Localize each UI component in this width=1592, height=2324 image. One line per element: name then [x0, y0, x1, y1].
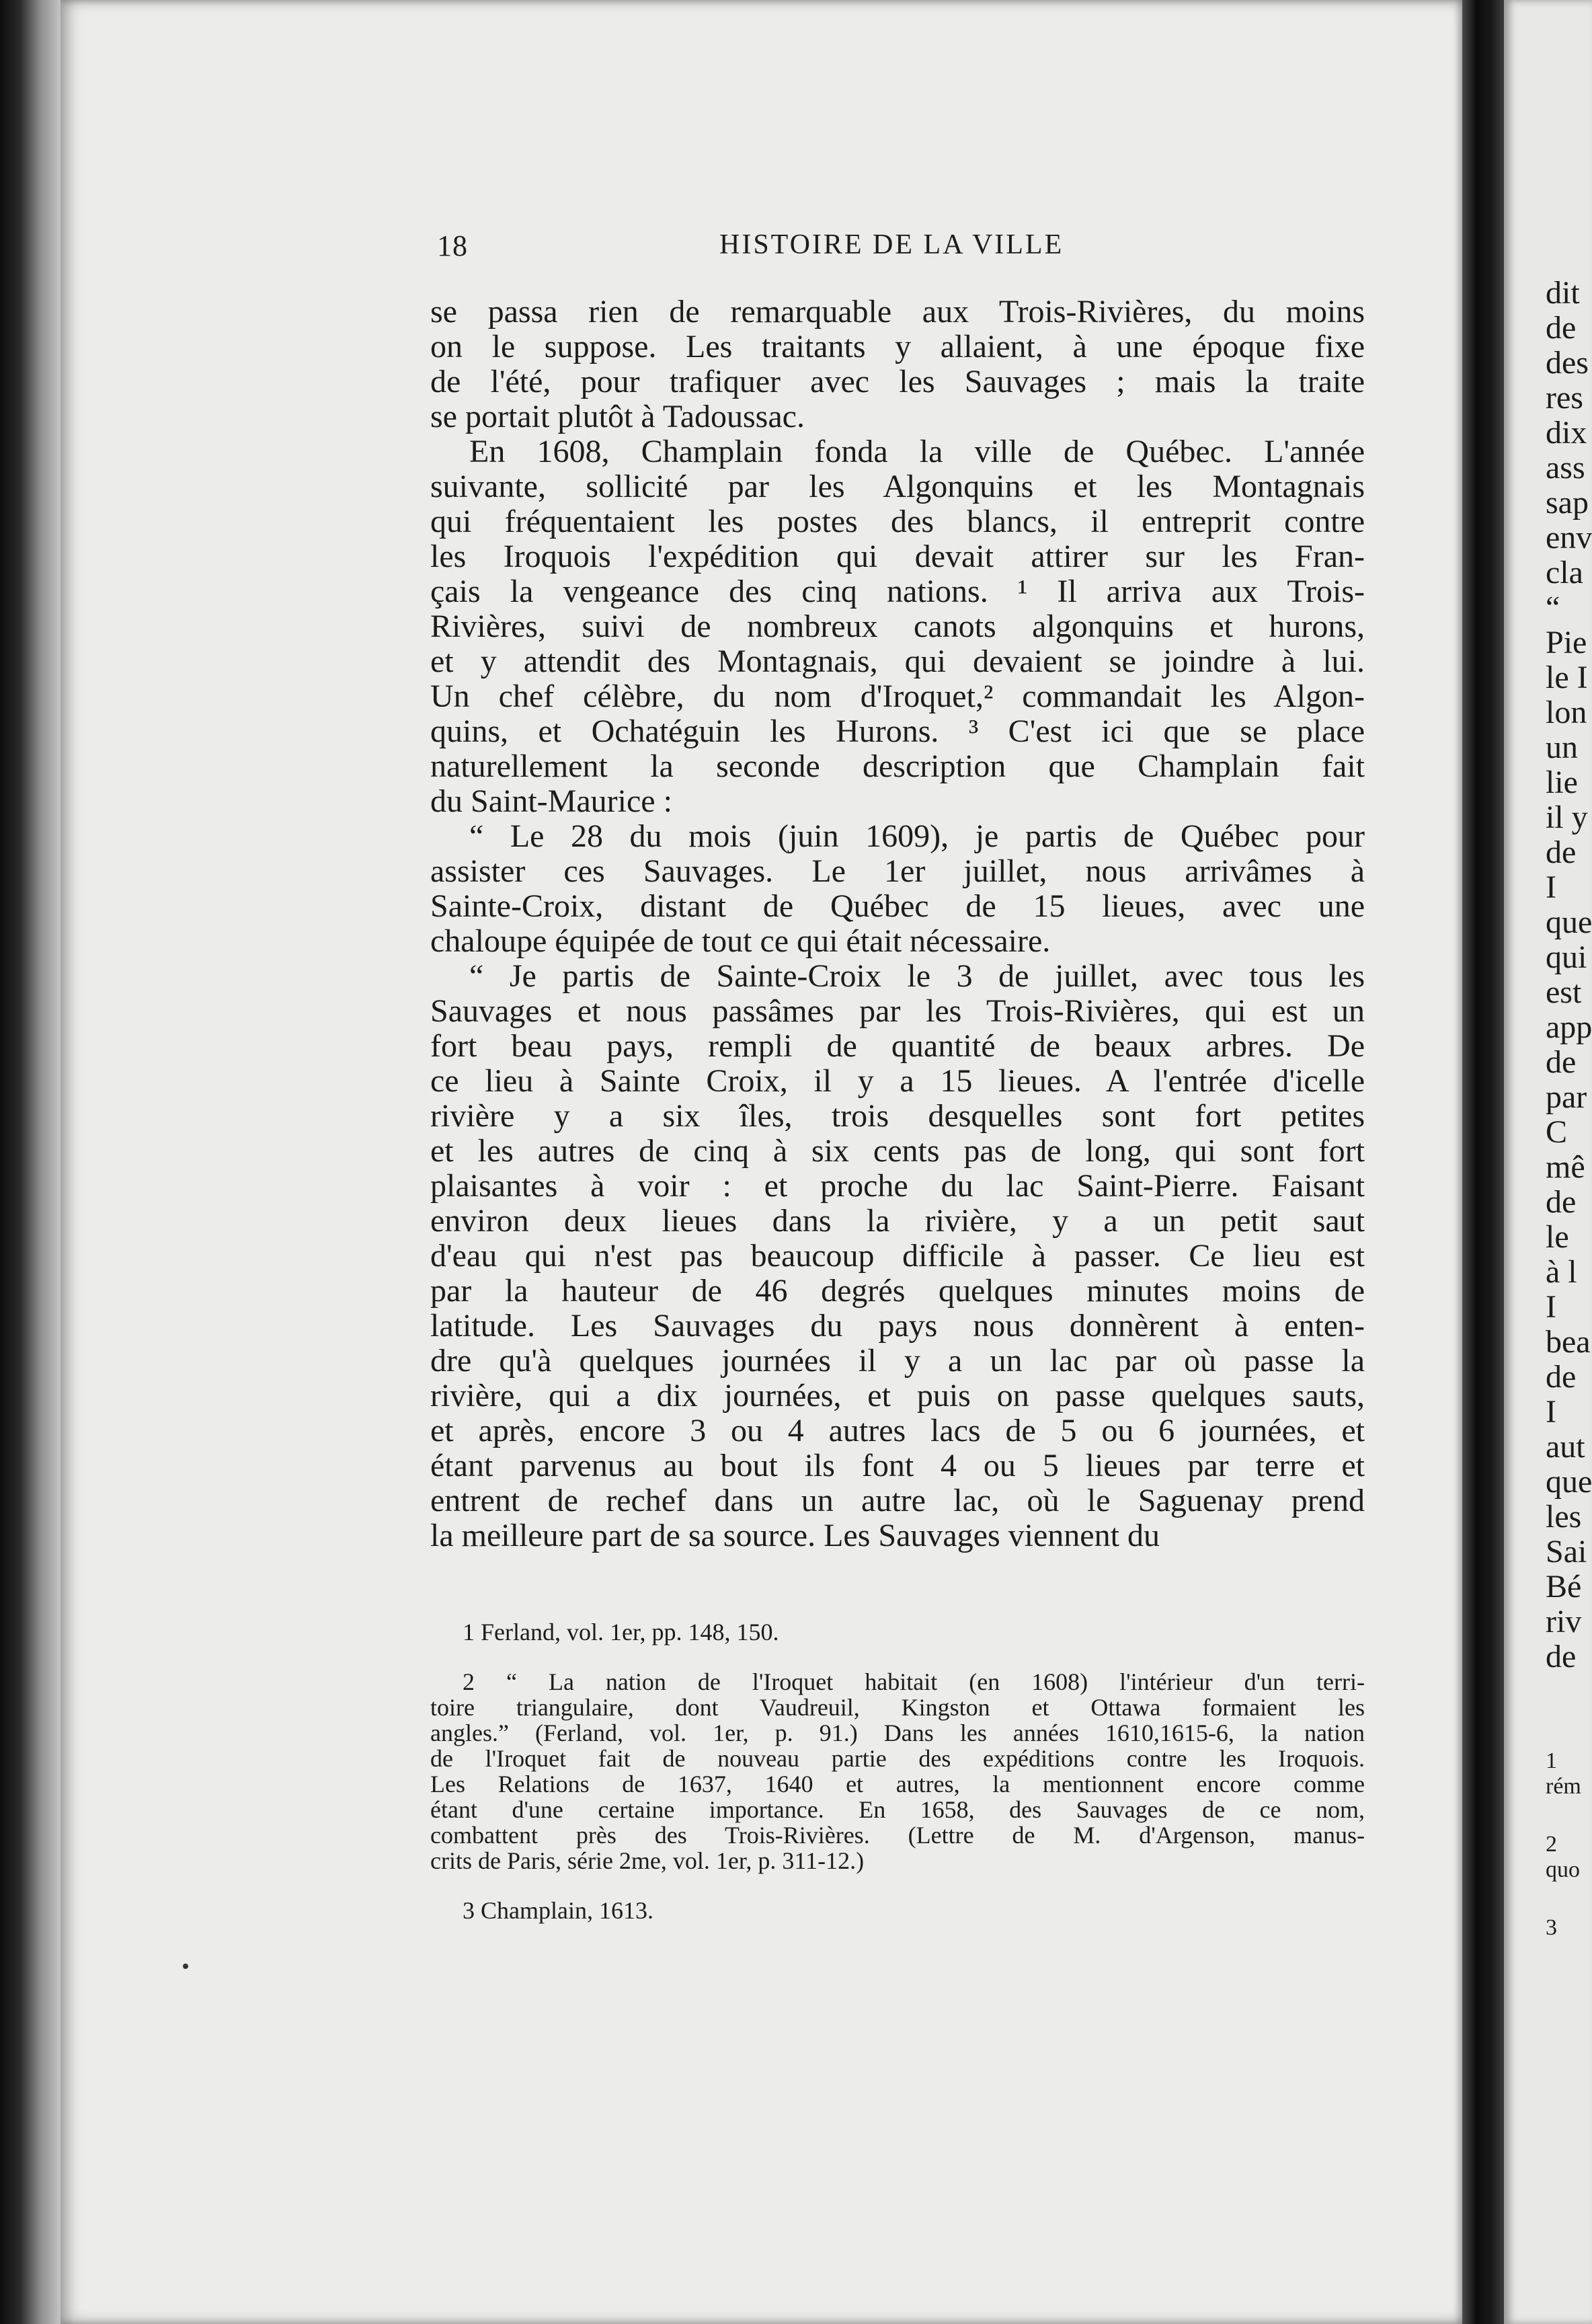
next-page-line: I — [1546, 869, 1556, 905]
next-page-line: de — [1546, 310, 1577, 346]
page-number: 18 — [437, 229, 468, 262]
next-page-line: ass — [1546, 450, 1585, 486]
next-page-line: bea — [1546, 1324, 1591, 1360]
footnote-1: 1 Ferland, vol. 1er, pp. 148, 150. — [463, 1619, 779, 1645]
footnote-2-line: angles.” (Ferland, vol. 1er, p. 91.) Dans les années 1610,1615-6, la nation — [430, 1719, 1365, 1746]
text-line: assister ces Sauvages. Le 1er juillet, nous arrivâmes à — [430, 853, 1365, 889]
text-line: d'eau qui n'est pas beaucoup difficile à passer. Ce lieu est — [430, 1238, 1365, 1274]
text-line: du Saint-Maurice : — [430, 783, 672, 819]
footnote-2-line: crits de Paris, série 2me, vol. 1er, p. 311-12.) — [430, 1847, 865, 1874]
text-line: quins, et Ochatéguin les Hurons. ³ C'est ici que se place — [430, 713, 1365, 749]
text-line: suivante, sollicité par les Algonquins et les Montagnais — [430, 469, 1365, 504]
text-line: dre qu'à quelques journées il y a un lac par où passe la — [430, 1343, 1365, 1379]
next-page-fragment — [1504, 0, 1592, 2324]
text-line: par la hauteur de 46 degrés quelques minutes moins de — [430, 1273, 1365, 1309]
next-page-line: il y — [1546, 800, 1588, 835]
text-line: rivière y a six îles, trois desquelles sont fort petites — [430, 1098, 1365, 1134]
next-page-line: aut — [1546, 1429, 1585, 1465]
footnote-2-line: combattent près des Trois-Rivières. (Lettre de M. d'Argenson, manus- — [430, 1822, 1365, 1849]
text-line: on le suppose. Les traitants y allaient, à une époque fixe — [430, 329, 1365, 364]
next-page-line: “ — [1546, 590, 1560, 625]
next-page-footnote-line: rém — [1546, 1774, 1581, 1799]
next-page-line: que — [1546, 904, 1592, 940]
text-line: environ deux lieues dans la rivière, y a un petit saut — [430, 1203, 1365, 1239]
next-page-line: C — [1546, 1114, 1568, 1150]
next-page-line: de — [1546, 1359, 1577, 1395]
footnote-2-line: étant d'une certaine importance. En 1658, des Sauvages de ce nom, — [430, 1796, 1365, 1823]
next-page-line: à l — [1546, 1254, 1577, 1290]
text-line: rivière, qui a dix journées, et puis on passe quelques sauts, — [430, 1378, 1365, 1413]
next-page-line: de — [1546, 1044, 1577, 1080]
next-page-line: de — [1546, 1184, 1577, 1220]
text-line: qui fréquentaient les postes des blancs, il entreprit contre — [430, 504, 1365, 539]
next-page-line: riv — [1546, 1604, 1582, 1639]
next-page-line: lie — [1546, 765, 1578, 800]
book-left-edge — [0, 0, 67, 2324]
text-line: “ Je partis de Sainte-Croix le 3 de juillet, avec tous les — [469, 958, 1365, 994]
page-header — [437, 229, 1371, 269]
next-page-line: par — [1546, 1079, 1587, 1115]
next-page-line: de — [1546, 1639, 1577, 1674]
running-title: HISTOIRE DE LA VILLE — [719, 229, 1064, 260]
next-page-line: de — [1546, 835, 1577, 870]
text-line: étant parvenus au bout ils font 4 ou 5 lieues par terre et — [430, 1448, 1365, 1483]
next-page-line: Pie — [1546, 625, 1587, 660]
next-page-footnote-line: 3 — [1546, 1915, 1557, 1940]
text-line: chaloupe équipée de tout ce qui était nécessaire. — [430, 923, 1051, 959]
next-page-line: Sai — [1546, 1534, 1587, 1570]
next-page-line: dix — [1546, 415, 1587, 451]
text-line: la meilleure part de sa source. Les Sauvages viennent du — [430, 1518, 1160, 1553]
next-page-footnote-line: 1 — [1546, 1748, 1557, 1773]
next-page-line: sap — [1546, 485, 1589, 520]
text-line: se passa rien de remarquable aux Trois-Rivières, du moins — [430, 294, 1365, 330]
text-line: de l'été, pour trafiquer avec les Sauvages ; mais la traite — [430, 364, 1365, 399]
book-gutter — [1462, 0, 1504, 2324]
next-page-line: cla — [1546, 555, 1583, 590]
next-page-line: I — [1546, 1289, 1556, 1325]
text-line: les Iroquois l'expédition qui devait attirer sur les Fran- — [430, 539, 1365, 574]
next-page-line: dit — [1546, 275, 1580, 311]
text-line: latitude. Les Sauvages du pays nous donnèrent à enten- — [430, 1308, 1365, 1344]
next-page-line: le I — [1546, 660, 1588, 695]
next-page-line: un — [1546, 730, 1578, 765]
footnote-2-line: 2 “ La nation de l'Iroquet habitait (en 1608) l'intérieur d'un terri- — [463, 1668, 1365, 1695]
text-line: Sainte-Croix, distant de Québec de 15 lieues, avec une — [430, 888, 1365, 924]
next-page-line: I — [1546, 1394, 1556, 1430]
next-page-line: env — [1546, 520, 1592, 555]
next-page-line: mê — [1546, 1149, 1585, 1185]
text-line: “ Le 28 du mois (juin 1609), je partis de Québec pour — [469, 818, 1365, 854]
next-page-text — [1504, 276, 1592, 1674]
text-line: En 1608, Champlain fonda la ville de Québec. L'année — [469, 434, 1365, 469]
text-line: Un chef célèbre, du nom d'Iroquet,² commandait les Algon- — [430, 679, 1365, 714]
text-line: naturellement la seconde description que Champlain fait — [430, 748, 1365, 784]
footnote-2-line: Les Relations de 1637, 1640 et autres, la mentionnent encore comme — [430, 1771, 1365, 1797]
text-line: plaisantes à voir : et proche du lac Saint-Pierre. Faisant — [430, 1168, 1365, 1204]
text-line: se portait plutôt à Tadoussac. — [430, 399, 805, 434]
ink-speck — [183, 1964, 188, 1969]
next-page-footnote-line: quo — [1546, 1857, 1580, 1882]
next-page-line: lon — [1546, 695, 1587, 730]
footnotes — [430, 1619, 1365, 1923]
next-page-line: les — [1546, 1499, 1582, 1535]
next-page-footnote-line: 2 — [1546, 1832, 1557, 1857]
next-page-line: des — [1546, 345, 1589, 381]
body-text — [430, 295, 1365, 1553]
next-page-line: qui — [1546, 939, 1587, 975]
next-page-footnotes — [1504, 1748, 1592, 1941]
next-page-line: app — [1546, 1009, 1592, 1045]
footnote-2-line: de l'Iroquet fait de nouveau partie des expéditions contre les Iroquois. — [430, 1745, 1365, 1772]
next-page-line: que — [1546, 1464, 1592, 1500]
text-line: entrent de rechef dans un autre lac, où le Saguenay prend — [430, 1483, 1365, 1518]
text-line: et après, encore 3 ou 4 autres lacs de 5 ou 6 journées, et — [430, 1413, 1365, 1448]
footnote-3: 3 Champlain, 1613. — [463, 1897, 653, 1924]
text-line: çais la vengeance des cinq nations. ¹ Il arriva aux Trois- — [430, 574, 1365, 609]
text-line: fort beau pays, rempli de quantité de beaux arbres. De — [430, 1028, 1365, 1064]
text-line: Rivières, suivi de nombreux canots algonquins et hurons, — [430, 609, 1365, 644]
text-line: Sauvages et nous passâmes par les Trois-Rivières, qui est un — [430, 993, 1365, 1029]
text-line: ce lieu à Sainte Croix, il y a 15 lieues. A l'entrée d'icelle — [430, 1063, 1365, 1099]
text-line: et y attendit des Montagnais, qui devaient se joindre à lui. — [430, 644, 1365, 679]
next-page-line: res — [1546, 380, 1583, 416]
next-page-line: le — [1546, 1219, 1569, 1255]
footnote-2-line: toire triangulaire, dont Vaudreuil, Kingston et Ottawa formaient les — [430, 1694, 1365, 1721]
next-page-line: Bé — [1546, 1569, 1582, 1604]
text-line: et les autres de cinq à six cents pas de long, qui sont fort — [430, 1133, 1365, 1169]
next-page-line: est — [1546, 974, 1582, 1010]
